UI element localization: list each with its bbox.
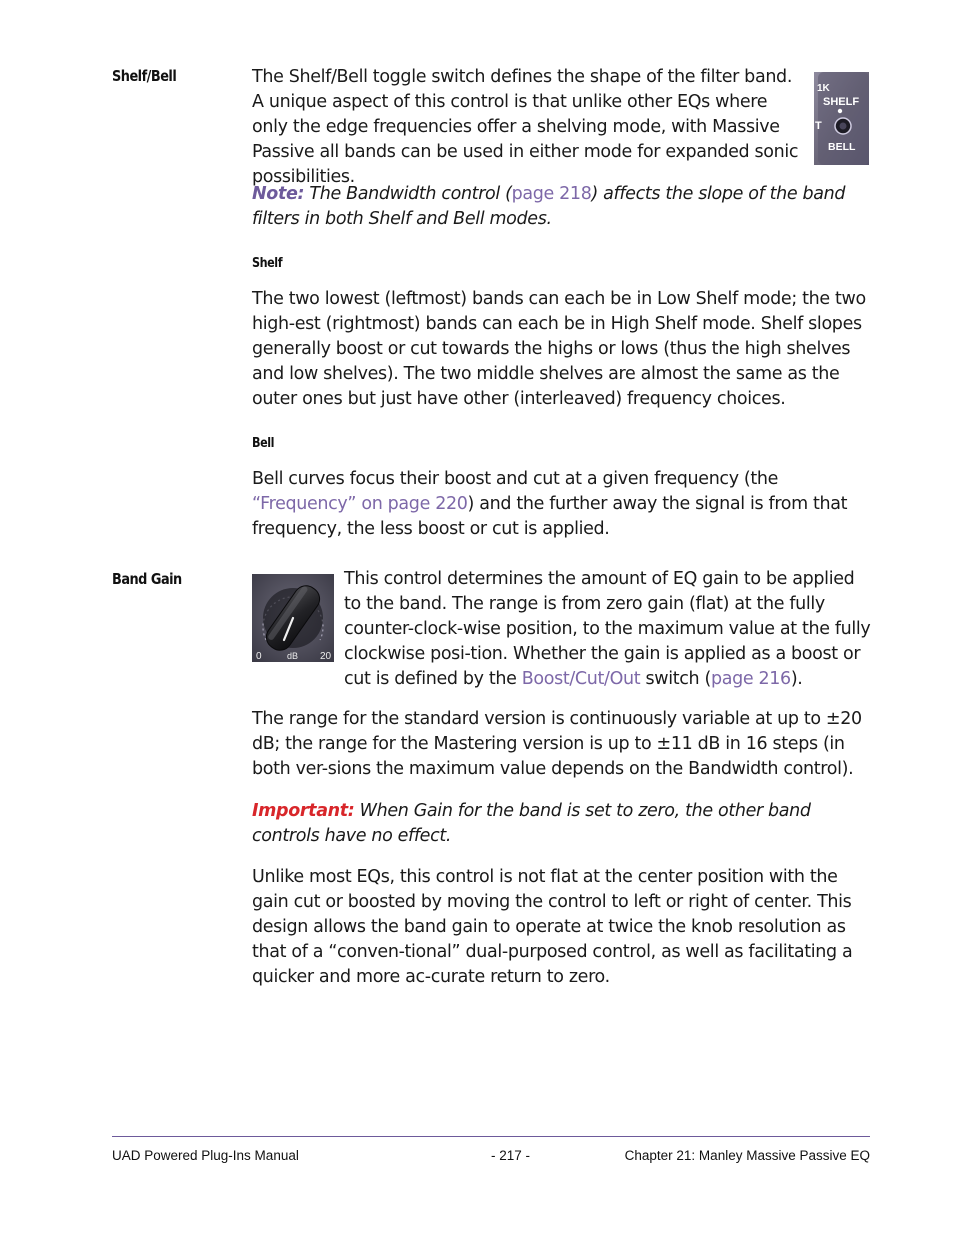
- band-gain-important: [252, 799, 872, 849]
- band-gain-closing: Unlike most EQs, this control is not flat at the center position with the gain cut or boosted by moving the control to left or right of center. This design allows the band gain to operate at twice the knob resolution as that of a “conven-tional” dual-purposed control, as well as facilitating a quicker and more ac-curate return to zero.: [252, 867, 853, 987]
- switch-label-shelf: SHELF: [823, 96, 860, 108]
- footer-page-number: - 217 -: [491, 1148, 531, 1163]
- note-text-before: The Bandwidth control (: [309, 184, 512, 204]
- page-216-link[interactable]: page 216: [710, 669, 791, 689]
- shelf-bell-note: [252, 182, 872, 232]
- note-label: Note:: [252, 184, 305, 204]
- band-gain-text-mid: switch (: [640, 669, 711, 689]
- band-gain-range: The range for the standard version is continuously variable at up to ±20 dB; the range for the Mastering version is up to ±11 dB in 16 steps (in both ver-sions the maximum value depends on the Bandwidth control).: [252, 709, 862, 779]
- shelf-indicator-dot: [838, 109, 842, 113]
- bell-text-after: ) and the further away the signal is from that frequency, the less boost or cut is applied.: [252, 494, 848, 539]
- bell-text-before: Bell curves focus their boost and cut at a given frequency (the: [252, 469, 779, 489]
- knob-label-min: 0: [256, 651, 262, 662]
- important-text: When Gain for the band is set to zero, the other band controls have no effect.: [252, 801, 811, 846]
- frequency-link[interactable]: “Frequency” on page 220: [252, 494, 468, 514]
- section-heading-band-gain: Band Gain: [112, 570, 182, 588]
- knob-float-spacer: [252, 567, 344, 669]
- footer-manual-title: UAD Powered Plug-Ins Manual: [112, 1148, 299, 1163]
- shelf-bell-intro: The Shelf/Bell toggle switch defines the shape of the filter band. A unique aspect of this control is that unlike other EQs where only the edge frequencies offer a shelving mode, with Massive Passive all bands can be used in either mode for expanded sonic possibilities.: [252, 67, 799, 187]
- switch-label-1k: 1K: [817, 83, 830, 94]
- knob-label-unit: dB: [287, 651, 299, 661]
- subheading-shelf: Shelf: [252, 256, 283, 271]
- section-heading-shelf-bell: Shelf/Bell: [112, 67, 177, 85]
- footer-rule: [112, 1136, 870, 1137]
- shelf-bell-switch-image: [814, 72, 869, 165]
- knob-label-max: 20: [320, 651, 332, 662]
- bell-description: [252, 467, 872, 542]
- switch-label-bell: BELL: [828, 141, 856, 153]
- band-gain-intro: [252, 567, 872, 692]
- shelf-description: The two lowest (leftmost) bands can each be in Low Shelf mode; the two high-est (rightmost) bands can each be in High Shelf mode. Shelf slopes generally boost or cut towards the highs or lows (thus the high shelves and low shelves). The two middle shelves are almost the same as the outer ones but just have other (interleaved) frequency choices.: [252, 289, 866, 409]
- footer-chapter-title: Chapter 21: Manley Massive Passive EQ: [624, 1148, 870, 1163]
- note-text-after: ) affects the slope of the band filters in both Shelf and Bell modes.: [252, 184, 846, 229]
- important-label: Important:: [252, 801, 355, 821]
- band-gain-text-before: This control determines the amount of EQ gain to be applied to the band. The range is from zero gain (flat) at the fully counter-clock-wise position, to the maximum value at the fully clockwise posi-tion. Whether the gain is applied as a boost or cut is defined by the: [344, 569, 871, 689]
- note-page-link[interactable]: page 218: [511, 184, 592, 204]
- subheading-bell: Bell: [252, 436, 275, 451]
- boost-cut-out-link[interactable]: Boost/Cut/Out: [521, 669, 641, 689]
- band-gain-text-after: ).: [790, 669, 803, 689]
- switch-label-t: T: [815, 120, 822, 132]
